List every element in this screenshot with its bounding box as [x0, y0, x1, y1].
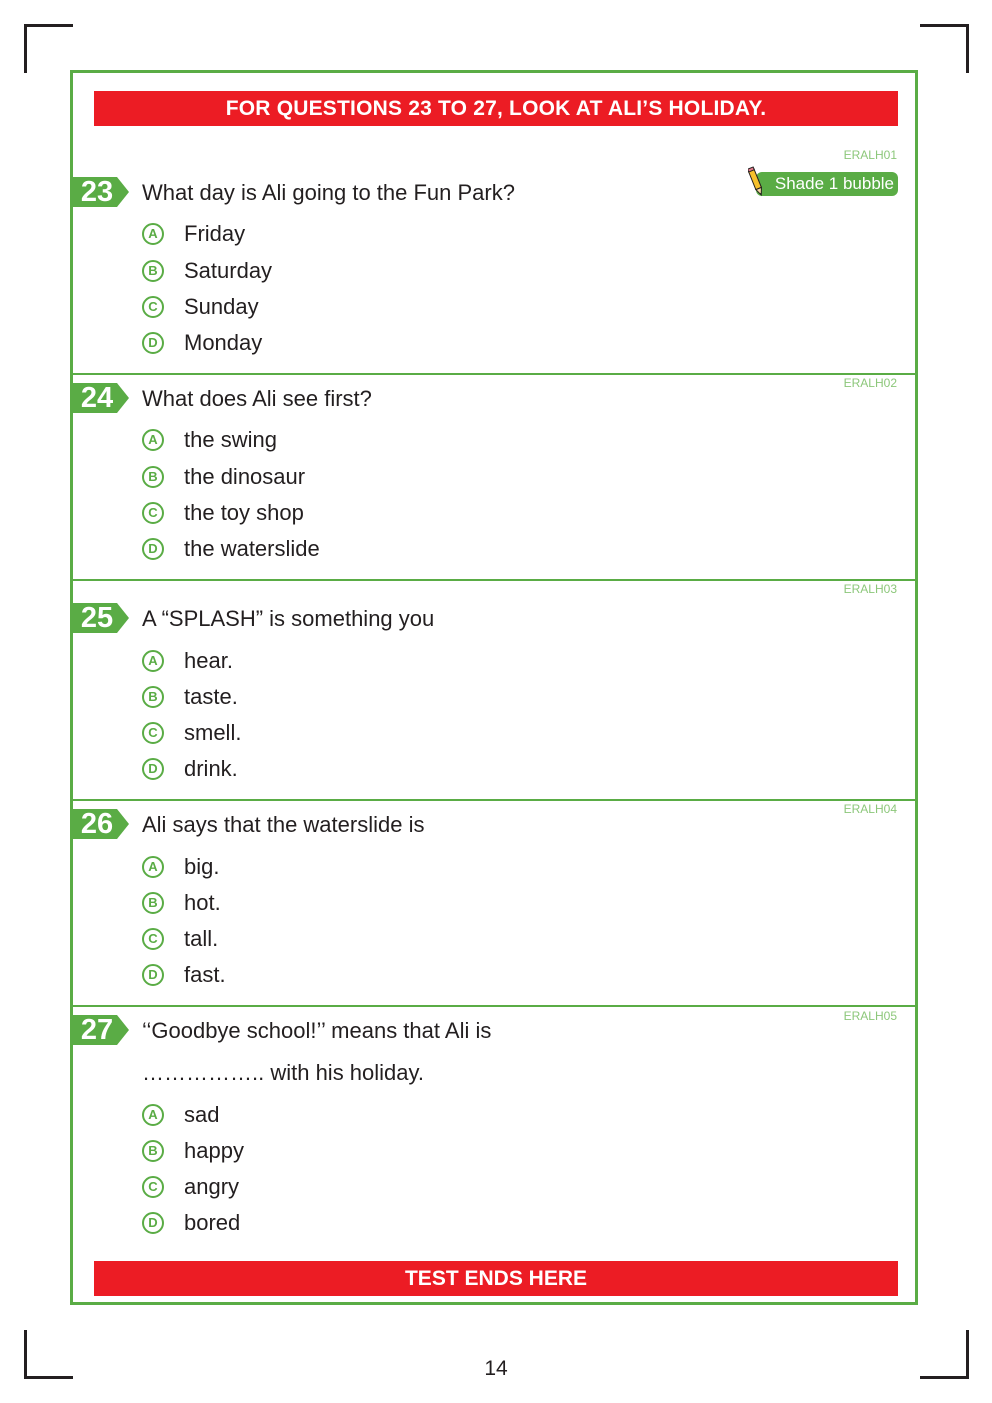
answer-bubble[interactable]: B	[142, 260, 164, 282]
section-divider	[73, 373, 915, 375]
question-text: What does Ali see first?	[142, 386, 372, 411]
answer-bubble[interactable]: A	[142, 856, 164, 878]
answer-bubble[interactable]: B	[142, 892, 164, 914]
answer-label: smell.	[184, 720, 242, 745]
section-divider	[73, 579, 915, 581]
question-number: 23	[80, 176, 114, 208]
answer-bubble[interactable]: C	[142, 296, 164, 318]
answer-label: Sunday	[184, 294, 259, 319]
answer-bubble[interactable]: C	[142, 1176, 164, 1198]
question-text: ‘‘Goodbye school!’’ means that Ali is	[142, 1018, 492, 1043]
answer-bubble[interactable]: A	[142, 223, 164, 245]
question-code: ERALH03	[843, 582, 897, 596]
answer-bubble[interactable]: A	[142, 650, 164, 672]
answer-bubble[interactable]: D	[142, 758, 164, 780]
answer-label: big.	[184, 854, 220, 879]
question-code: ERALH05	[843, 1009, 897, 1023]
question-text: What day is Ali going to the Fun Park?	[142, 180, 515, 205]
crop-mark-top-right	[920, 24, 969, 73]
question-number-tag	[73, 383, 129, 413]
answer-label: Saturday	[184, 258, 273, 283]
answer-label: the waterslide	[184, 536, 320, 561]
answer-bubble[interactable]: A	[142, 429, 164, 451]
test-end-banner: TEST ENDS HERE	[94, 1261, 898, 1296]
answer-label: angry	[184, 1174, 240, 1199]
answer-label: drink.	[184, 756, 238, 781]
question-code: ERALH02	[843, 376, 897, 390]
answer-label: Friday	[184, 221, 246, 246]
answer-bubble[interactable]: C	[142, 502, 164, 524]
pencil-icon	[748, 166, 764, 203]
shade-hint-label: Shade 1 bubble	[756, 172, 898, 196]
answer-label: the swing	[184, 427, 277, 452]
answer-label: tall.	[184, 926, 219, 951]
answer-bubble[interactable]: D	[142, 1212, 164, 1234]
question-number: 24	[80, 382, 114, 414]
section-divider	[73, 799, 915, 801]
answer-label: happy	[184, 1138, 244, 1163]
question-number: 25	[80, 602, 114, 634]
answer-label: Monday	[184, 330, 263, 355]
answer-bubble[interactable]: B	[142, 686, 164, 708]
shade-hint	[748, 172, 898, 196]
answer-bubble[interactable]: D	[142, 964, 164, 986]
question-text: A “SPLASH” is something you	[142, 606, 435, 631]
answer-label: fast.	[184, 962, 226, 987]
question-number: 26	[80, 808, 114, 840]
section-divider	[73, 1005, 915, 1007]
answer-bubble[interactable]: C	[142, 928, 164, 950]
answer-label: sad	[184, 1102, 220, 1127]
answer-label: taste.	[184, 684, 238, 709]
crop-mark-top-left	[24, 24, 73, 73]
page-number: 14	[484, 1357, 508, 1380]
question-text: Ali says that the waterslide is	[142, 812, 425, 837]
answer-label: bored	[184, 1210, 241, 1235]
answer-bubble[interactable]: D	[142, 332, 164, 354]
instruction-banner: FOR QUESTIONS 23 TO 27, LOOK AT ALI’S HOLIDAY.	[94, 91, 898, 126]
question-text-continued: …………….. with his holiday.	[142, 1060, 425, 1085]
question-number: 27	[80, 1014, 114, 1046]
question-code: ERALH04	[843, 802, 897, 816]
answer-label: hot.	[184, 890, 221, 915]
answer-label: hear.	[184, 648, 233, 673]
question-code: ERALH01	[843, 148, 897, 162]
answer-bubble[interactable]: B	[142, 1140, 164, 1162]
question-number-tag	[73, 177, 129, 207]
answer-bubble[interactable]: A	[142, 1104, 164, 1126]
answer-label: the toy shop	[184, 500, 304, 525]
answer-label: the dinosaur	[184, 464, 306, 489]
answer-bubble[interactable]: B	[142, 466, 164, 488]
question-number-tag	[73, 603, 129, 633]
answer-bubble[interactable]: C	[142, 722, 164, 744]
question-number-tag	[73, 1015, 129, 1045]
question-number-tag	[73, 809, 129, 839]
answer-bubble[interactable]: D	[142, 538, 164, 560]
